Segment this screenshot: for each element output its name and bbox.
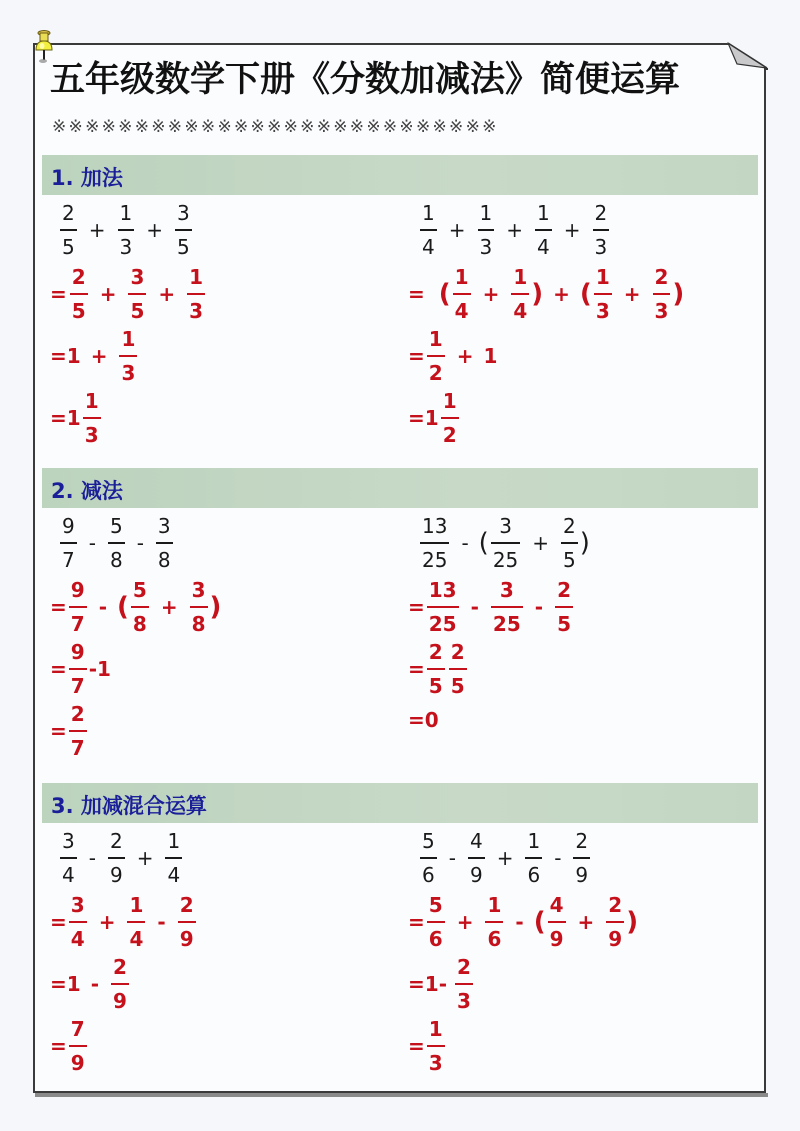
problem-expression: $\frac{2}{5}$ + $\frac{1}{3}$ + $\frac{3}{5}$	[62, 201, 190, 259]
section-title: 1. 加法	[51, 166, 123, 190]
solution-step: = $\frac{1}{2}$ + 1	[408, 327, 498, 385]
solution-result: = $\frac{7}{9}$	[50, 1017, 85, 1075]
section-header-mixed	[42, 783, 758, 823]
page-shadow	[35, 1093, 768, 1097]
solution-step: = 1 - $\frac{2}{3}$	[408, 955, 471, 1013]
solution-result: = $\frac{2}{7}$	[50, 702, 85, 760]
solution-step: = $\frac{13}{25}$ - $\frac{3}{25}$ - $\frac{2}{5}$	[408, 578, 571, 636]
problem-expression: $\frac{5}{6}$ - $\frac{4}{9}$ + $\frac{1}{6}$ - $\frac{2}{9}$	[422, 829, 589, 887]
solution-step: = 1 - $\frac{2}{9}$	[50, 955, 127, 1013]
section-header-addition	[42, 155, 758, 195]
solution-step: = $\frac{5}{6}$ + $\frac{1}{6}$ - ( $\frac{4}{9}$ + $\frac{2}{9}$ )	[408, 893, 639, 951]
solution-result: = 1 $\frac{1}{3}$	[50, 389, 99, 447]
solution-step: = $\frac{2}{5}$ $\frac{2}{5}$	[408, 640, 465, 698]
problem-expression: $\frac{9}{7}$ - $\frac{5}{8}$ - $\frac{3}{8}$	[62, 514, 171, 572]
section-title: 2. 减法	[51, 479, 123, 503]
section-header-subtraction	[42, 468, 758, 508]
solution-step: = $\frac{2}{5}$ + $\frac{3}{5}$ + $\frac{1}{3}$	[50, 265, 204, 323]
problem-expression: $\frac{1}{4}$ + $\frac{1}{3}$ + $\frac{1}{4}$ + $\frac{2}{3}$	[422, 201, 608, 259]
solution-step: = $\frac{3}{4}$ + $\frac{1}{4}$ - $\frac{2}{9}$	[50, 893, 194, 951]
solution-result: = 0	[408, 708, 439, 732]
page-title: 五年级数学下册《分数加减法》简便运算	[50, 60, 681, 100]
solution-result: = 1 $\frac{1}{2}$	[408, 389, 457, 447]
solution-step: = $\frac{9}{7}$ - ( $\frac{5}{8}$ + $\frac{3}{8}$ )	[50, 578, 222, 636]
problem-expression: $\frac{13}{25}$ - ( $\frac{3}{25}$ + $\frac{2}{5}$ )	[422, 514, 590, 572]
solution-step: = 1 + $\frac{1}{3}$	[50, 327, 136, 385]
decorative-divider: ※※※※※※※※※※※※※※※※※※※※※※※※※※※	[52, 117, 499, 137]
solution-step: = $\frac{9}{7}$ - 1	[50, 640, 111, 698]
solution-result: = $\frac{1}{3}$	[408, 1017, 443, 1075]
solution-step: = ( $\frac{1}{4}$ + $\frac{1}{4}$ ) + ( $\frac{1}{3}$ + $\frac{2}{3}$ )	[408, 265, 685, 323]
problem-expression: $\frac{3}{4}$ - $\frac{2}{9}$ + $\frac{1}{4}$	[62, 829, 181, 887]
section-title: 3. 加减混合运算	[51, 794, 207, 818]
